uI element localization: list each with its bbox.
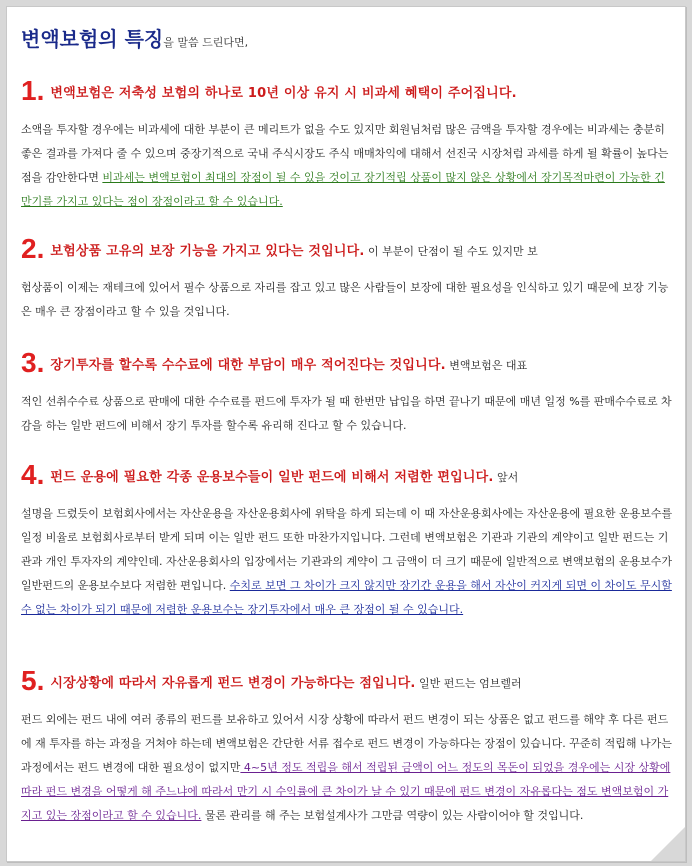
section-1-headline bbox=[21, 73, 673, 112]
section-5-highlight: 4~5년 정도 적립을 해서 적립된 금액이 어느 정도의 목돈이 되었을 경우에는 시장 상황에 따라 펀드 변경을 어떻게 해 주느냐에 따라서 만기 시 수익률에 큰 차이가 날 수 있기 때문에 펀드 변경이 자유롭다는 점도 변액보험이 가지고 있는 장점이라고 할 수 있습니다. bbox=[21, 761, 671, 822]
section-5-text-after: 물론 관리를 해 주는 보험설계사가 그만큼 역량이 있는 사람이어야 할 것입니다. bbox=[201, 809, 584, 822]
section-4-body bbox=[21, 502, 673, 622]
page-title bbox=[21, 23, 248, 52]
section-5-heading: 시장상황에 따라서 자유롭게 펀드 변경이 가능하다는 점입니다. bbox=[50, 676, 416, 691]
section-3 bbox=[21, 345, 673, 438]
document-page bbox=[6, 6, 686, 862]
section-2 bbox=[21, 231, 673, 324]
section-2-heading-tail: 이 부분이 단점이 될 수도 있지만 보 bbox=[364, 245, 538, 258]
section-4-highlight: 수치로 보면 그 차이가 크지 않지만 장기간 운용을 해서 자산이 커지게 되면 이 차이도 무시할 수 없는 차이가 되기 때문에 저렴한 운용보수는 장기투자에서 매우 큰 장점이 될 수 있습니다. bbox=[21, 579, 672, 616]
section-4-text: 설명을 드렸듯이 보험회사에서는 자산운용을 자산운용회사에 위탁을 하게 되는데 이 때 자산운용회사에는 자산운용에 필요한 운용보수를 일정 비율로 보험회사로부터 받게 되며 이는 일반 펀드 또한 마찬가지입니다. 그런데 변액보험은 기관과 기관의 계약이고 일반 펀드는 기관과 개인 투자자의 계약인데. 자산운용회사의 입장에서는 기관과의 계약이 그 금액이 더 크기 때문에 일반적으로 변액보험의 운용보수가 일반펀드의 운용보수보다 저렴한 편입니다. bbox=[21, 507, 673, 592]
section-4-headline bbox=[21, 457, 673, 496]
section-4-number: 4. bbox=[21, 459, 45, 490]
section-3-number: 3. bbox=[21, 347, 45, 378]
section-4 bbox=[21, 457, 673, 622]
section-5-headline bbox=[21, 663, 673, 702]
section-3-text: 적인 선취수수료 상품으로 판매에 대한 수수료를 펀드에 투자가 될 때 한번만 납입을 하면 끝나기 때문에 매년 일정 %를 판매수수료로 차감을 하는 일반 펀드에 비해서 장기 투자를 할수록 유리해 진다고 할 수 있습니다. bbox=[21, 395, 672, 432]
section-3-body bbox=[21, 390, 673, 438]
page-corner-fold bbox=[651, 827, 685, 861]
title-main: 변액보험의 특징 bbox=[21, 27, 164, 51]
section-2-text: 험상품이 이제는 재테크에 있어서 필수 상품으로 자리를 잡고 있고 많은 사람들이 보장에 대한 필요성을 인식하고 있기 때문에 보장 기능은 매우 큰 장점이라고 할 수 있을 것입니다. bbox=[21, 281, 669, 318]
section-4-heading: 펀드 운용에 필요한 각종 운용보수들이 일반 펀드에 비해서 저렴한 편입니다. bbox=[50, 470, 494, 485]
section-2-heading: 보험상품 고유의 보장 기능을 가지고 있다는 것입니다. bbox=[50, 244, 365, 259]
section-5-heading-tail: 일반 펀드는 엄브렐러 bbox=[415, 677, 522, 690]
section-5-text: 펀드 외에는 펀드 내에 여러 종류의 펀드를 보유하고 있어서 시장 상황에 따라서 펀드 변경이 되는 상품은 없고 펀드를 해약 후 다른 펀드에 재 투자를 하는 과정을 거쳐야 하는데 변액보험은 간단한 서류 접수로 펀드 변경이 가능하다는 장점이 있습니다. 꾸준히 적립해 나가는 과정에서는 펀드 변경에 대한 필요성이 없지만 bbox=[21, 713, 672, 774]
section-5-body bbox=[21, 708, 673, 828]
section-5-number: 5. bbox=[21, 665, 45, 696]
section-1-text: 소액을 투자할 경우에는 비과세에 대한 부분이 큰 메리트가 없을 수도 있지만 회원님처럼 많은 금액을 투자할 경우에는 비과세는 충분히 좋은 결과를 가져다 줄 수 있으며 중장기적으로 국내 주식시장도 주식 매매차익에 대해서 선진국 시장처럼 과세를 하게 될 확률이 높다는 점을 감안한다면 bbox=[21, 123, 669, 184]
section-1 bbox=[21, 73, 673, 214]
section-1-body bbox=[21, 118, 673, 214]
section-3-heading-tail: 변액보험은 대표 bbox=[445, 359, 528, 372]
section-2-body bbox=[21, 276, 673, 324]
section-1-heading: 변액보험은 저축성 보험의 하나로 10년 이상 유지 시 비과세 혜택이 주어집니다. bbox=[50, 86, 517, 101]
section-5 bbox=[21, 663, 673, 828]
title-suffix: 을 말씀 드린다면, bbox=[163, 36, 249, 49]
section-4-heading-tail: 앞서 bbox=[493, 471, 519, 484]
section-3-headline bbox=[21, 345, 673, 384]
section-1-number: 1. bbox=[21, 75, 45, 106]
section-2-headline bbox=[21, 231, 673, 270]
section-2-number: 2. bbox=[21, 233, 45, 264]
section-3-heading: 장기투자를 할수록 수수료에 대한 부담이 매우 적어진다는 것입니다. bbox=[50, 358, 446, 373]
section-1-highlight: 비과세는 변액보험이 최대의 장점이 될 수 있을 것이고 장기적립 상품이 많지 않은 상황에서 장기목적마련이 가능한 긴 만기를 가지고 있다는 점이 장점이라고 할 수 있습니다. bbox=[21, 171, 665, 208]
